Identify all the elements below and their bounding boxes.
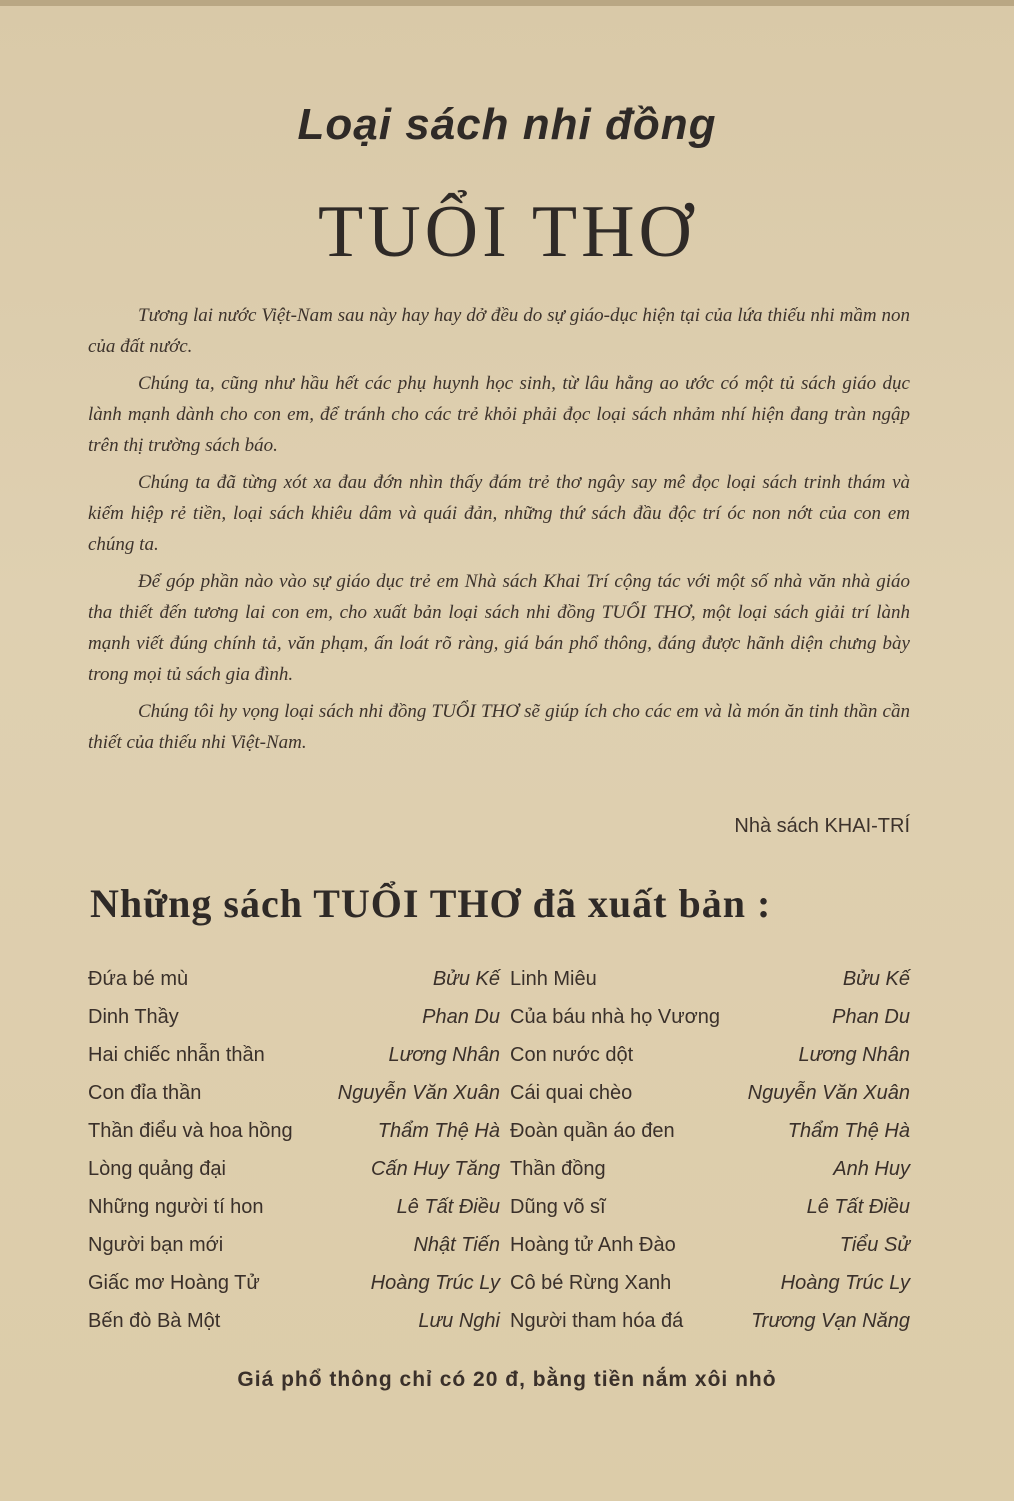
book-entry: [88, 1310, 510, 1333]
book-title: Người tham hóa đá: [510, 1309, 684, 1332]
book-row: [88, 1302, 910, 1340]
book-row: [88, 1188, 910, 1226]
book-title: Lòng quảng đại: [88, 1157, 226, 1180]
book-entry: [88, 1120, 510, 1143]
series-title: Loại sách nhi đồng: [297, 100, 717, 149]
book-title: Cô bé Rừng Xanh: [510, 1271, 672, 1294]
intro-paragraph: Chúng tôi hy vọng loại sách nhi đồng TUỔI THƠ sẽ giúp ích cho các em và là món ăn tinh thần cần thiết của thiếu nhi Việt-Nam.: [88, 701, 910, 753]
intro-text: [88, 300, 910, 764]
book-author: Thẩm Thệ Hà: [787, 1119, 910, 1142]
book-author: Cấn Huy Tăng: [371, 1157, 500, 1180]
book-title: Thần đồng: [510, 1157, 606, 1180]
book-list: [88, 960, 910, 1340]
publisher-signature: Nhà sách KHAI-TRÍ: [734, 815, 910, 837]
book-row: [88, 960, 910, 998]
book-author: Lương Nhân: [798, 1043, 910, 1066]
book-title: Hai chiếc nhẫn thần: [88, 1043, 265, 1066]
book-entry: [88, 1234, 510, 1257]
book-author: Bửu Kế: [432, 967, 500, 990]
book-author: Hoàng Trúc Ly: [780, 1271, 910, 1294]
book-entry: [510, 1044, 910, 1067]
price-note: Giá phổ thông chỉ có 20 đ, bằng tiền nắm xôi nhỏ: [237, 1368, 777, 1391]
page-title: TUỔI THƠ: [318, 191, 696, 273]
book-title: Con đỉa thần: [88, 1081, 202, 1104]
book-entry: [510, 968, 910, 991]
intro-paragraph: Để góp phần nào vào sự giáo dục trẻ em Nhà sách Khai Trí cộng tác với một số nhà văn nhà giáo tha thiết đến tương lai con em, cho xuất bản loại sách nhi đồng TUỔI THƠ, một loại sách giải trí lành mạnh viết đúng chính tả, văn phạm, ấn loát rõ ràng, giá bán phổ thông, đáng được hãnh diện chưng bày trong mọi tủ sách gia đình.: [88, 571, 910, 685]
book-title: Cái quai chèo: [510, 1081, 633, 1104]
book-entry: [510, 1120, 910, 1143]
book-entry: [510, 1234, 910, 1257]
book-entry: [88, 1272, 510, 1295]
book-entry: [88, 1196, 510, 1219]
book-entry: [88, 968, 510, 991]
book-author: Phan Du: [422, 1005, 500, 1028]
intro-paragraph: Chúng ta đã từng xót xa đau đớn nhìn thấy đám trẻ thơ ngây say mê đọc loại sách trinh thám và kiếm hiệp rẻ tiền, loại sách khiêu dâm và quái đản, những thứ sách đầu độc trí óc non nớt của con em chúng ta.: [88, 472, 910, 555]
book-title: Thần điểu và hoa hồng: [88, 1119, 293, 1142]
book-entry: [88, 1006, 510, 1029]
book-title: Đứa bé mù: [88, 967, 189, 990]
book-author: Hoàng Trúc Ly: [370, 1271, 500, 1294]
book-author: Lê Tất Điều: [396, 1195, 500, 1218]
book-entry: [510, 1006, 910, 1029]
book-author: Tiểu Sử: [839, 1233, 910, 1256]
book-author: Lưu Nghi: [418, 1309, 500, 1332]
book-title: Linh Miêu: [510, 967, 597, 990]
page-top-edge: [0, 0, 1014, 6]
book-row: [88, 1036, 910, 1074]
intro-paragraph: Tương lai nước Việt-Nam sau này hay hay dở đều do sự giáo-dục hiện tại của lứa thiếu nhi mầm non của đất nước.: [88, 305, 910, 357]
book-entry: [88, 1082, 510, 1105]
book-author: Trương Vạn Năng: [751, 1309, 910, 1332]
book-entry: [510, 1196, 910, 1219]
book-entry: [88, 1158, 510, 1181]
book-author: Anh Huy: [833, 1157, 910, 1180]
book-title: Dinh Thầy: [88, 1005, 179, 1028]
book-title: Con nước dột: [510, 1043, 634, 1066]
book-row: [88, 1226, 910, 1264]
book-title: Người bạn mới: [88, 1233, 224, 1256]
book-entry: [88, 1044, 510, 1067]
intro-paragraph: Chúng ta, cũng như hầu hết các phụ huynh học sinh, từ lâu hằng ao ước có một tủ sách giáo dục lành mạnh dành cho con em, để tránh cho các trẻ khỏi phải đọc loại sách nhảm nhí hiện đang tràn ngập trên thị trường sách báo.: [88, 373, 910, 456]
book-row: [88, 1074, 910, 1112]
book-row: [88, 1112, 910, 1150]
book-title: Của báu nhà họ Vương: [510, 1005, 720, 1028]
book-entry: [510, 1310, 910, 1333]
book-title: Dũng võ sĩ: [510, 1195, 606, 1218]
book-author: Thẩm Thệ Hà: [377, 1119, 500, 1142]
book-title: Đoàn quần áo đen: [510, 1119, 675, 1142]
book-row: [88, 998, 910, 1036]
book-entry: [510, 1082, 910, 1105]
book-entry: [510, 1158, 910, 1181]
book-author: Lê Tất Điều: [806, 1195, 910, 1218]
book-author: Nhật Tiến: [413, 1233, 500, 1256]
book-author: Nguyễn Văn Xuân: [337, 1081, 500, 1104]
book-row: [88, 1150, 910, 1188]
book-title: Những người tí hon: [88, 1195, 264, 1218]
book-entry: [510, 1272, 910, 1295]
book-title: Giấc mơ Hoàng Tử: [88, 1271, 260, 1294]
book-author: Nguyễn Văn Xuân: [747, 1081, 910, 1104]
book-author: Phan Du: [832, 1005, 910, 1028]
book-author: Bửu Kế: [842, 967, 910, 990]
book-list-heading: Những sách TUỔI THƠ đã xuất bản :: [90, 881, 772, 926]
book-row: [88, 1264, 910, 1302]
book-title: Hoàng tử Anh Đào: [510, 1233, 676, 1256]
book-author: Lương Nhân: [388, 1043, 500, 1066]
book-title: Bến đò Bà Một: [88, 1309, 221, 1332]
